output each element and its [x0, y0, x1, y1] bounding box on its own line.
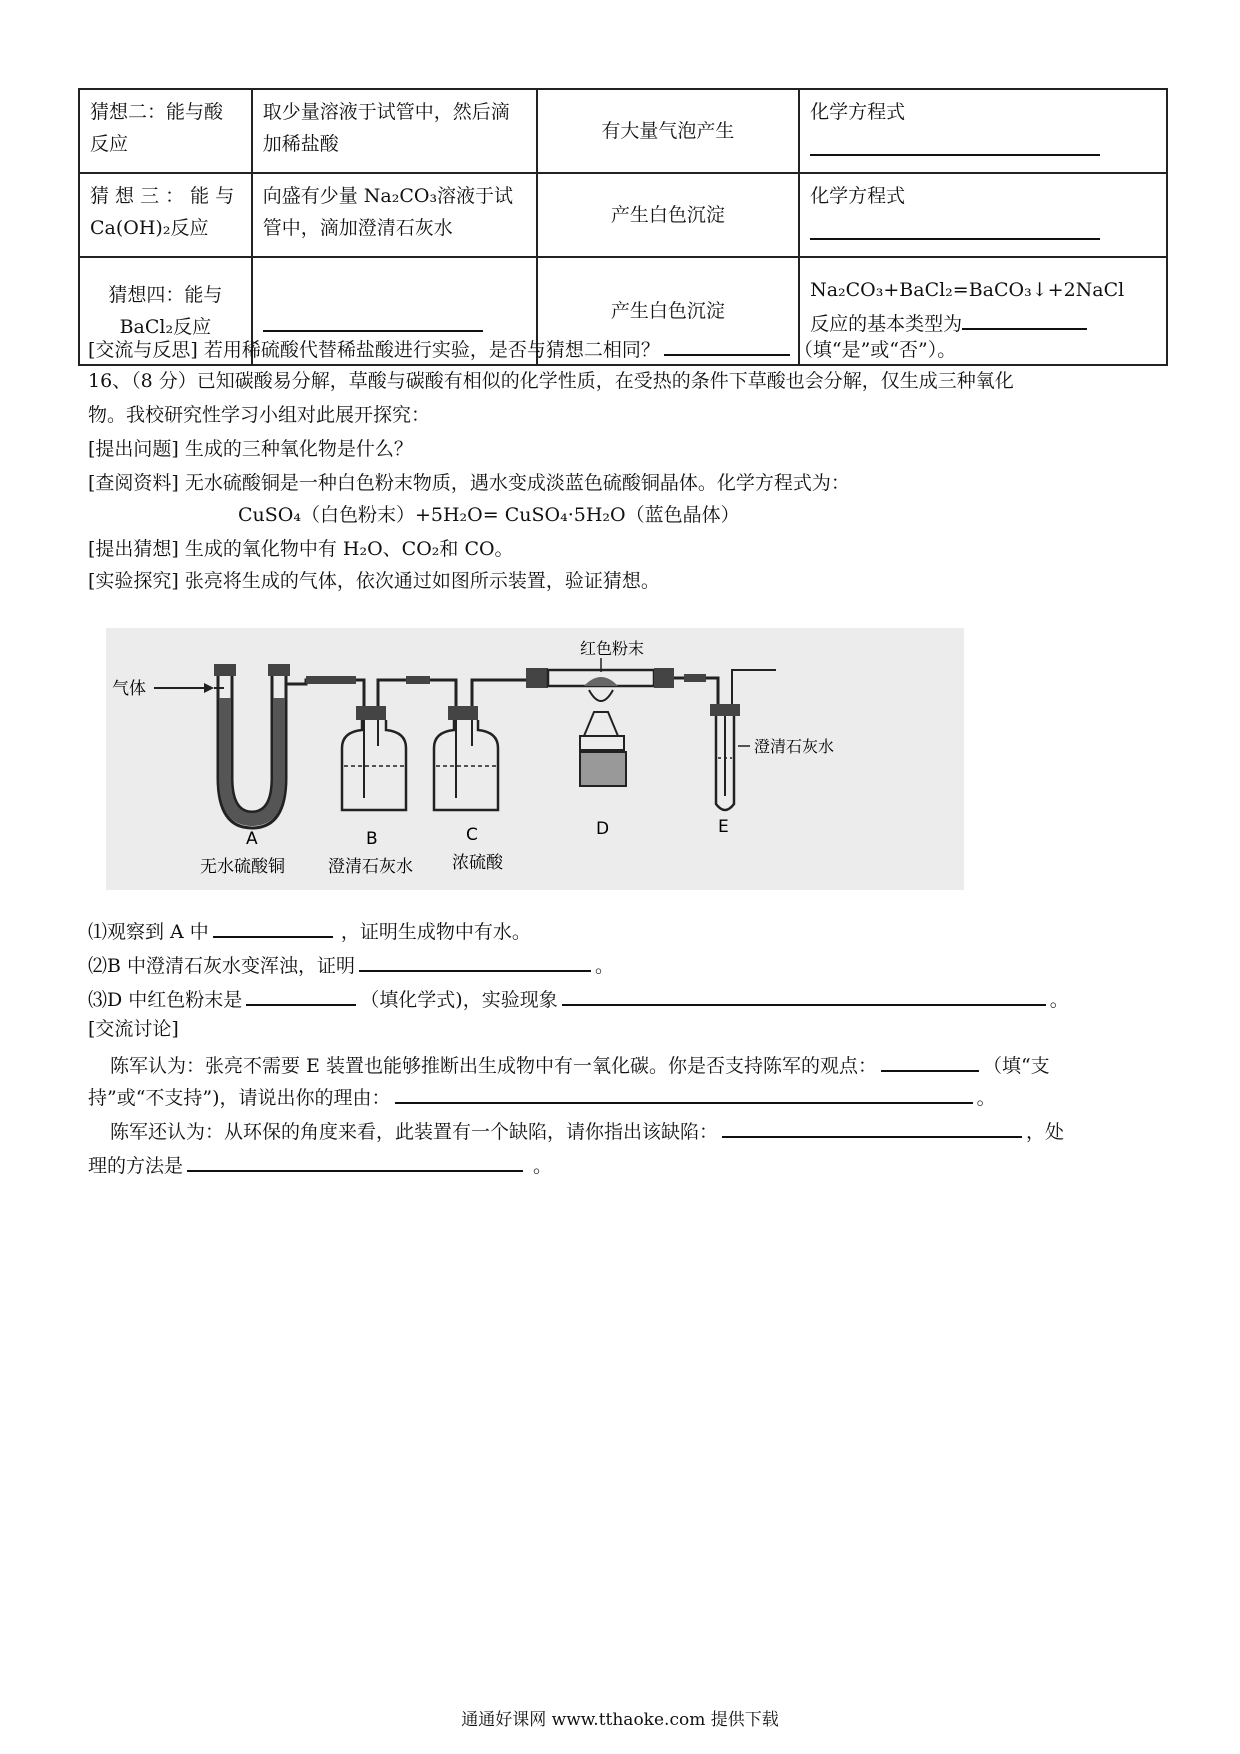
discuss-line-2: 持”或“不支持”)，请说出你的理由： 。 — [88, 1080, 996, 1113]
answer-blank[interactable] — [359, 948, 591, 972]
answer-blank[interactable] — [881, 1048, 979, 1072]
q16-line1: 16、（8 分）已知碳酸易分解，草酸与碳酸有相似的化学性质，在受热的条件下草酸也会分解，仅生成三种氧化 — [88, 370, 1014, 392]
conclusion-cell — [799, 89, 1167, 173]
answer-blank[interactable] — [187, 1148, 523, 1172]
discuss-line-1: 陈军认为：张亮不需要 E 装置也能够推断出生成物中有一氧化碳。你是否支持陈军的观点： （填“支 — [110, 1048, 1050, 1081]
reflect-line: [交流与反思] 若用稀硫酸代替稀盐酸进行实验，是否与猜想二相同？ （填“是”或“否”）。 — [88, 332, 956, 365]
table-row — [79, 89, 1167, 173]
answer-blank[interactable] — [722, 1114, 1022, 1138]
answer-blank[interactable] — [395, 1080, 973, 1104]
equation-line: CuSO₄（白色粉末）+5H₂O= CuSO₄·5H₂O（蓝色晶体） — [238, 504, 740, 526]
hypothesis-cell: 猜想二：能与酸反应 — [79, 89, 252, 173]
apparatus-svg — [106, 628, 964, 890]
operation-cell: 向盛有少量 Na₂CO₃溶液于试管中，滴加澄清石灰水 — [252, 173, 537, 257]
lime-water-e-label: 澄清石灰水 — [754, 737, 835, 756]
letter-b: B — [366, 829, 378, 849]
phenomenon-cell: 产生白色沉淀 — [537, 173, 799, 257]
hypothesis-cell: 猜想四：能与BaCl₂反应 — [79, 257, 252, 365]
bottle-c — [434, 706, 498, 810]
reaction-equation: Na₂CO₃+BaCl₂=BaCO₃↓+2NaCl — [810, 279, 1125, 301]
ask-line: [提出问题] 生成的三种氧化物是什么？ — [88, 438, 413, 460]
question-2: ⑵B 中澄清石灰水变浑浊，证明 。 — [88, 948, 614, 981]
conclusion-label: 化学方程式 — [810, 101, 906, 123]
gas-label: 气体 — [112, 679, 146, 699]
red-powder-label: 红色粉末 — [580, 639, 645, 658]
apparatus-diagram — [106, 628, 964, 890]
phenomenon-cell: 有大量气泡产生 — [537, 89, 799, 173]
explore-line: [实验探究] 张亮将生成的气体，依次通过如图所示装置，验证猜想。 — [88, 570, 660, 592]
caption-b: 澄清石灰水 — [328, 857, 413, 877]
discuss-heading: [交流讨论] — [88, 1018, 179, 1040]
experiment-table — [78, 88, 1168, 366]
arrow-head-icon — [204, 683, 214, 693]
answer-blank[interactable] — [562, 982, 1046, 1006]
combustion-tube-d — [526, 639, 674, 786]
test-tube-e — [710, 704, 834, 810]
hypo-line: [提出猜想] 生成的氧化物中有 H₂O、CO₂和 CO。 — [88, 538, 514, 560]
letter-c: C — [466, 825, 478, 845]
bottle-b — [342, 706, 406, 810]
discuss-line-4: 理的方法是 。 — [88, 1148, 552, 1181]
conclusion-label: 化学方程式 — [810, 185, 906, 207]
answer-blank[interactable] — [246, 982, 356, 1006]
answer-blank[interactable] — [810, 132, 1100, 156]
operation-cell: 取少量溶液于试管中，然后滴加稀盐酸 — [252, 89, 537, 173]
u-tube-a — [214, 664, 290, 828]
hypothesis-cell: 猜 想 三 ： 能 与Ca(OH)₂反应 — [79, 173, 252, 257]
answer-blank[interactable] — [213, 914, 333, 938]
answer-blank[interactable] — [664, 332, 790, 356]
caption-a: 无水硫酸铜 — [200, 857, 285, 877]
letter-e: E — [718, 817, 729, 837]
phenomenon-cell: 产生白色沉淀 — [537, 257, 799, 365]
conclusion-cell — [799, 173, 1167, 257]
letter-a: A — [246, 829, 258, 849]
caption-c: 浓硫酸 — [452, 853, 503, 873]
reaction-type-label: 反应的基本类型为 — [810, 313, 963, 335]
letter-d: D — [596, 819, 610, 839]
question-1: ⑴观察到 A 中 ，证明生成物中有水。 — [88, 914, 531, 947]
answer-blank[interactable] — [810, 216, 1100, 240]
operation-blank[interactable] — [263, 308, 483, 332]
reaction-type-blank[interactable] — [962, 306, 1087, 330]
consult-line: [查阅资料] 无水硫酸铜是一种白色粉末物质，遇水变成淡蓝色硫酸铜晶体。化学方程式为： — [88, 472, 850, 494]
q16-line2: 物。我校研究性学习小组对此展开探究： — [88, 404, 431, 426]
page-footer: 通通好课网 www.tthaoke.com 提供下载 — [461, 1710, 779, 1730]
table-row — [79, 173, 1167, 257]
discuss-line-3: 陈军还认为：从环保的角度来看，此装置有一个缺陷，请你指出该缺陷： ，处 — [110, 1114, 1064, 1147]
question-3: ⑶D 中红色粉末是 （填化学式)，实验现象 。 — [88, 982, 1069, 1015]
